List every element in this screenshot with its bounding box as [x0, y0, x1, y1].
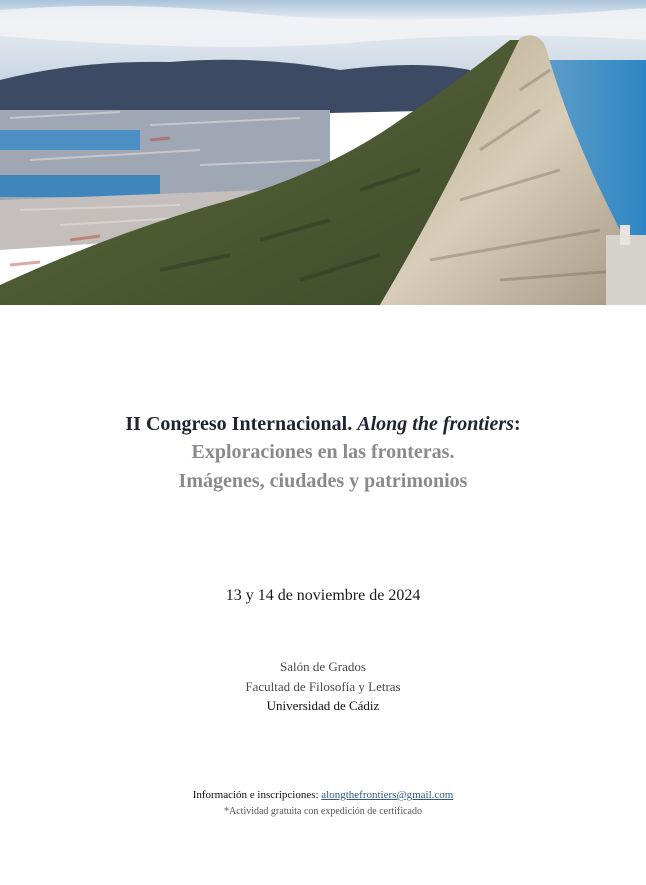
- congress-title: [0, 410, 646, 438]
- subtitle-line1: Exploraciones en las fronteras.: [191, 441, 455, 463]
- subtitle-line2: Imágenes, ciudades y patrimonios: [178, 470, 468, 492]
- title-suffix: :: [513, 413, 521, 435]
- venue-university: Universidad de Cádiz: [266, 698, 380, 713]
- hero-image: [0, 0, 646, 305]
- certificate-note: *Actividad gratuita con expedición de certificado: [224, 806, 422, 817]
- venue-block: [0, 657, 646, 716]
- venue-faculty: Facultad de Filosofía y Letras: [245, 678, 401, 694]
- event-date: 13 y 14 de noviembre de 2024: [225, 587, 421, 604]
- title-prefix: II Congreso Internacional.: [125, 413, 358, 435]
- title-italic: Along the frontiers: [357, 413, 514, 435]
- contact-email-link[interactable]: alongthefrontiers@gmail.com: [321, 789, 454, 801]
- title-block: [0, 410, 646, 496]
- venue-room: Salón de Grados: [280, 659, 366, 674]
- rock-of-gibraltar-painting: [0, 0, 646, 305]
- contact-label: Información e inscripciones:: [192, 789, 322, 801]
- contact-info: [0, 789, 646, 801]
